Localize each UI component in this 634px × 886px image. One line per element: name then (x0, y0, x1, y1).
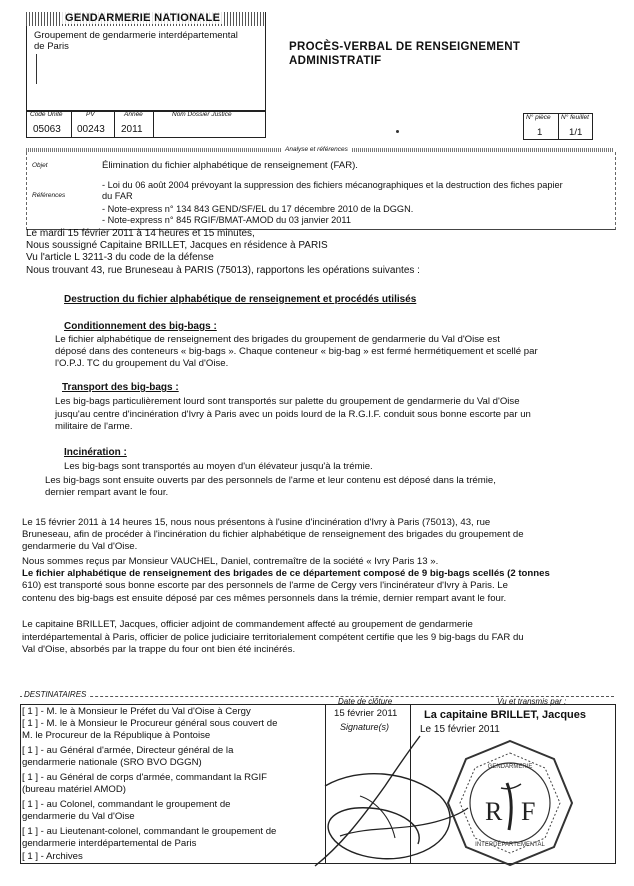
narrative2-line-4: contenu des big-bags est ensuite déposé par ces mêmes personnels dans la trémie, dernier rempart avant le four. (22, 593, 507, 604)
conditionnement-heading: Conditionnement des big-bags : (64, 321, 217, 332)
conditionnement-line-2: déposé dans des conteneurs « big-bags ». Chaque conteneur « big-bag » est fermé hermétiquement et scellé par (55, 346, 538, 357)
destinataire-line-4: [ 1 ] - au Général d'armée, Directeur général de la (22, 745, 234, 756)
conditionnement-line-1: Le fichier alphabétique de renseignement des brigades du groupement de gendarmerie du Val d'Oise est (55, 334, 500, 345)
cloture-date: 15 février 2011 (334, 708, 398, 719)
ref-value-code-unite: 05063 (33, 124, 61, 135)
narrative2-line-3: 610) est transporté sous bonne escorte par des personnels de l'arme de Cergy vers l'incinérateur d'Ivry à Paris. Le (22, 580, 508, 591)
transport-line-2: jusqu'au centre d'incinération d'Ivry à Paris avec un poids lourd de la R.G.I.F. conduit sous bonne escorte par un (55, 409, 531, 420)
document-title-1: PROCÈS-VERBAL DE RENSEIGNEMENT (289, 41, 521, 53)
unit-vertical-mark (36, 54, 37, 84)
destinataire-line-3: M. le Procureur de la République à Pontoise (22, 730, 211, 741)
incineration-line-2: Les big-bags sont ensuite ouverts par des personnels de l'arme et leur contenu est déposé dans la trémie, (45, 475, 496, 486)
destinataire-line-11: gendarmerie interdépartemental de Paris (22, 838, 197, 849)
intro-line-4: Nous trouvant 43, rue Bruneseau à PARIS (75013), rapportons les opérations suivantes : (26, 265, 420, 276)
svg-text:INTERDÉPARTEMENTAL: INTERDÉPARTEMENTAL (475, 842, 545, 848)
official-seal-stamp (445, 738, 575, 868)
reference-line-3: - Note-express n° 134 843 GEND/SF/EL du 17 décembre 2010 de la DGGN. (102, 204, 414, 214)
narrative1-line-2: Bruneseau, afin de procéder à l'incinération du fichier alphabétique de renseignement des brigades du groupement de (22, 529, 524, 540)
narrative3-line-3: Val d'Oise, absorbés par la trappe du four ont bien été incinérés. (22, 644, 296, 655)
ref-divider-1 (71, 110, 72, 137)
destinataire-line-6: [ 1 ] - au Général de corps d'armée, commandant la RGIF (22, 772, 267, 783)
incineration-line-3: dernier rempart avant le four. (45, 487, 169, 498)
destinataire-line-1: [ 1 ] - M. le à Monsieur le Préfet du Val d'Oise à Cergy (22, 706, 251, 717)
vu-name: La capitaine BRILLET, Jacques (424, 709, 586, 721)
transport-line-3: militaire de l'arme. (55, 421, 133, 432)
destinataire-line-2: [ 1 ] - M. le à Monsieur le Procureur général sous couvert de (22, 718, 278, 729)
page-label: N° pièce (526, 114, 551, 121)
reference-line-1: - Loi du 06 août 2004 prévoyant la suppression des fichiers mécanographiques et la destruction des fiches papier (102, 180, 563, 190)
ref-divider-2 (114, 110, 115, 137)
vu-label: Vu et transmis par : (497, 697, 567, 706)
incineration-line-1: Les big-bags sont transportés au moyen d'un élévateur jusqu'à la trémie. (64, 461, 373, 472)
scan-dot (396, 130, 399, 133)
vu-date: Le 15 février 2011 (420, 724, 500, 735)
page-value: 1 (537, 127, 543, 138)
unit-line-1: Groupement de gendarmerie interdépartemental (34, 30, 238, 41)
org-name: GENDARMERIE NATIONALE (62, 12, 223, 24)
incineration-heading: Incinération : (64, 447, 127, 458)
references-label: Références (32, 192, 66, 199)
sheet-value: 1/1 (569, 127, 583, 138)
narrative1-line-1: Le 15 février 2011 à 14 heures 15, nous nous présentons à l'usine d'incinération d'Ivry à Paris (75013), 43, rue (22, 517, 491, 528)
destinataires-label: DESTINATAIRES (24, 690, 87, 699)
ref-label-dossier: Nom Dossier Justice (172, 111, 232, 118)
destinataire-line-9: gendarmerie du Val d'Oise (22, 811, 135, 822)
intro-line-1: Le mardi 15 février 2011 à 14 heures et 15 minutes, (26, 228, 255, 239)
analyse-label: Analyse et références (282, 146, 351, 153)
svg-text:GENDARMERIE: GENDARMERIE (487, 764, 533, 770)
signature-label: Signature(s) (340, 722, 390, 732)
ref-label-annee: Année (124, 111, 143, 118)
svg-text:R: R (485, 797, 503, 826)
narrative2-line-1: Nous sommes reçus par Monsieur VAUCHEL, Daniel, contremaître de la société « Ivry Paris 13 ». (22, 556, 439, 567)
narrative3-line-1: Le capitaine BRILLET, Jacques, officier adjoint de commandement affecté au groupement de gendarmerie (22, 619, 473, 630)
cloture-label: Date de clôture (338, 697, 393, 706)
page-divider (558, 113, 559, 139)
reference-line-2: du FAR (102, 191, 133, 201)
objet-label: Objet (32, 162, 48, 169)
destinataire-line-5: gendarmerie nationale (SRO BVO DGGN) (22, 757, 202, 768)
ref-label-code-unite: Code Unité (30, 111, 63, 118)
header-unit-box (26, 12, 266, 112)
destinataire-line-10: [ 1 ] - au Lieutenant-colonel, commandant le groupement de (22, 826, 277, 837)
destinataire-line-12: [ 1 ] - Archives (22, 851, 83, 862)
intro-line-2: Nous soussigné Capitaine BRILLET, Jacques en résidence à PARIS (26, 240, 328, 251)
unit-line-2: de Paris (34, 41, 69, 52)
reference-line-4: - Note-express n° 845 RGIF/BMAT-AMOD du 03 janvier 2011 (102, 215, 351, 225)
conditionnement-line-3: l'O.P.J. TC du groupement du Val d'Oise. (55, 358, 229, 369)
narrative3-line-2: interdépartemental à Paris, officier de police judiciaire territorialement compétent certifie que les 9 big-bags du FAR du (22, 632, 524, 643)
destinataire-line-7: (bureau matériel AMOD) (22, 784, 126, 795)
document-title-2: ADMINISTRATIF (289, 55, 382, 67)
destinataire-line-8: [ 1 ] - au Colonel, commandant le groupement de (22, 799, 231, 810)
ref-value-pv: 00243 (77, 124, 105, 135)
svg-text:F: F (521, 797, 536, 826)
ref-value-annee: 2011 (121, 124, 143, 135)
transport-line-1: Les big-bags particulièrement lourd sont transportés sur palette du groupement de gendarmerie du Val d'Oise (55, 396, 520, 407)
ref-label-pv: PV (86, 111, 95, 118)
section-title: Destruction du fichier alphabétique de renseignement et procédés utilisés (64, 294, 417, 305)
intro-line-3: Vu l'article L 3211-3 du code de la défense (26, 252, 214, 263)
narrative2-line-2: Le fichier alphabétique de renseignement des brigades de ce département composé de 9 big-bags scellés (2 tonnes (22, 568, 550, 579)
objet-text: Élimination du fichier alphabétique de renseignement (FAR). (102, 160, 358, 171)
narrative1-line-3: gendarmerie du Val d'Oise. (22, 541, 138, 552)
sheet-label: N° feuillet (561, 114, 589, 121)
transport-heading: Transport des big-bags : (62, 382, 179, 393)
ref-divider-3 (153, 110, 154, 137)
